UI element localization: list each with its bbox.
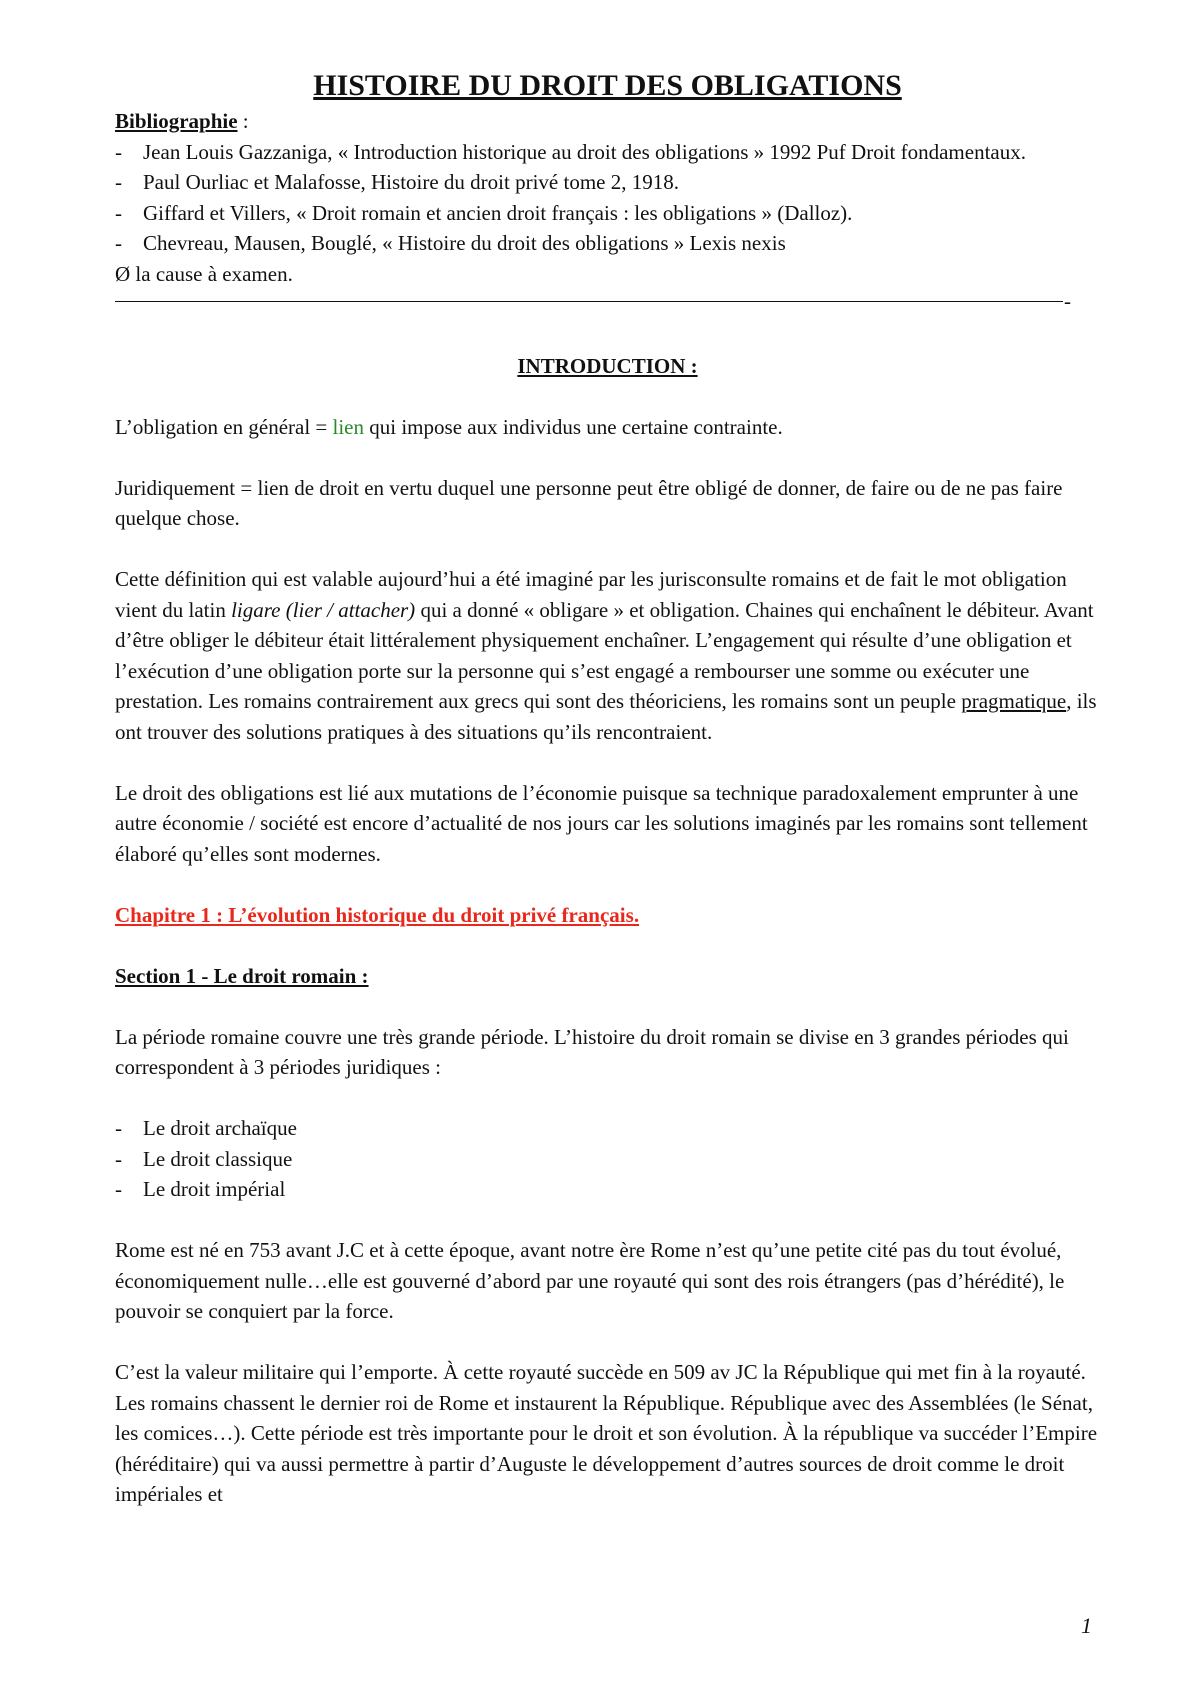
bibliography-item: - Jean Louis Gazzaniga, « Introduction historique au droit des obligations » 1992 Puf Droit fondamentaux. [115,137,1100,168]
underlined-term: pragmatique [961,689,1067,713]
dash-bullet: - [115,200,122,225]
intro-paragraph: Juridiquement = lien de droit en vertu duquel une personne peut être obligé de donner, de faire ou de ne pas faire quelque chose. [115,475,1063,530]
introduction-heading: INTRODUCTION : [517,354,698,378]
dash-bullet: - [115,1146,122,1171]
dash-bullet: - [115,170,122,194]
dash-bullet: - [115,139,122,164]
dash-bullet: - [115,1116,122,1140]
bibliography-note: Ø la cause à examen. [115,261,293,286]
chapter-heading: Chapitre 1 : L’évolution historique du droit privé français. [115,902,640,927]
bibliography-item: - Chevreau, Mausen, Bouglé, « Histoire du droit des obligations » Lexis nexis [115,228,1100,259]
intro-paragraph: Cette définition qui est valable aujourd’hui a été imaginé par les jurisconsulte romains et de fait le mot obligation vient du latin ligare (lier / attacher) qui a donné « obligare » et obligation. Chaines qui enchaînent le débiteur. Avant d’être obliger le débiteur était littéralement physiquement enchaîner. L’engagement qui résulte d’une obligation et l’exécution d’une obligation porte sur la personne qui s’est engagé a rembourser une somme ou exécuter une prestation. Les romains contrairement aux grecs qui sont des théoriciens, les romains sont un peuple pragmatique, ils ont trouver des solutions pratiques à des situations qu’ils rencontraient. [115,567,1097,744]
horizontal-rule [115,291,1100,311]
bibliography-list [115,137,1100,259]
dash-bullet: - [115,231,122,255]
intro-paragraph: Le droit des obligations est lié aux mutations de l’économie puisque sa technique paradoxalement emprunter à une autre économie / société est encore d’actualité de nos jours car les solutions imaginés par les romains sont tellement élaboré qu’elles sont modernes. [115,780,1088,866]
page-number: 1 [1081,1613,1092,1638]
period-item: - Le droit classique [115,1144,1100,1175]
bibliography-heading-suffix: : [237,109,249,133]
bibliography-heading-line [115,106,1100,137]
dash-bullet: - [115,1177,122,1201]
bibliography-item: - Paul Ourliac et Malafosse, Histoire du droit privé tome 2, 1918. [115,167,1100,198]
rule-tail: - [1064,289,1071,313]
rule-line [115,301,1063,302]
period-item: - Le droit archaïque [115,1113,1100,1144]
section-heading: Section 1 - Le droit romain : [115,963,369,988]
section-paragraph: Rome est né en 753 avant J.C et à cette époque, avant notre ère Rome n’est qu’une petite cité pas du tout évolué, économiquement nulle…elle est gouverné d’abord par une royauté qui sont des rois étrangers (pas d’hérédité), le pouvoir se conquiert par la force. [115,1238,1065,1323]
period-item: - Le droit impérial [115,1174,1100,1205]
document-title: HISTOIRE DU DROIT DES OBLIGATIONS [313,69,902,102]
periods-list [115,1113,1100,1205]
section-paragraph: C’est la valeur militaire qui l’emporte. À cette royauté succède en 509 av JC la République qui met fin à la royauté. Les romains chassent le dernier roi de Rome et instaurent la République. République avec des Assemblées (le Sénat, les comices…). Cette période est très importante pour le droit et son évolution. À la république va succéder l’Empire (héréditaire) qui va aussi permettre à partir d’Auguste le développement d’autres sources de droit comme le droit impériales et [115,1360,1098,1506]
latin-term: ligare (lier / attacher) [231,597,416,622]
intro-paragraph: L’obligation en général = lien qui impose aux individus une certaine contrainte. [115,414,783,439]
document-page [115,66,1100,1510]
bibliography-heading: Bibliographie [115,109,238,133]
bibliography-item: - Giffard et Villers, « Droit romain et ancien droit français : les obligations » (Dalloz). [115,198,1100,229]
section-paragraph: La période romaine couvre une très grande période. L’histoire du droit romain se divise en 3 grandes périodes qui correspondent à 3 périodes juridiques : [115,1024,1069,1079]
highlighted-term: lien [332,414,365,439]
